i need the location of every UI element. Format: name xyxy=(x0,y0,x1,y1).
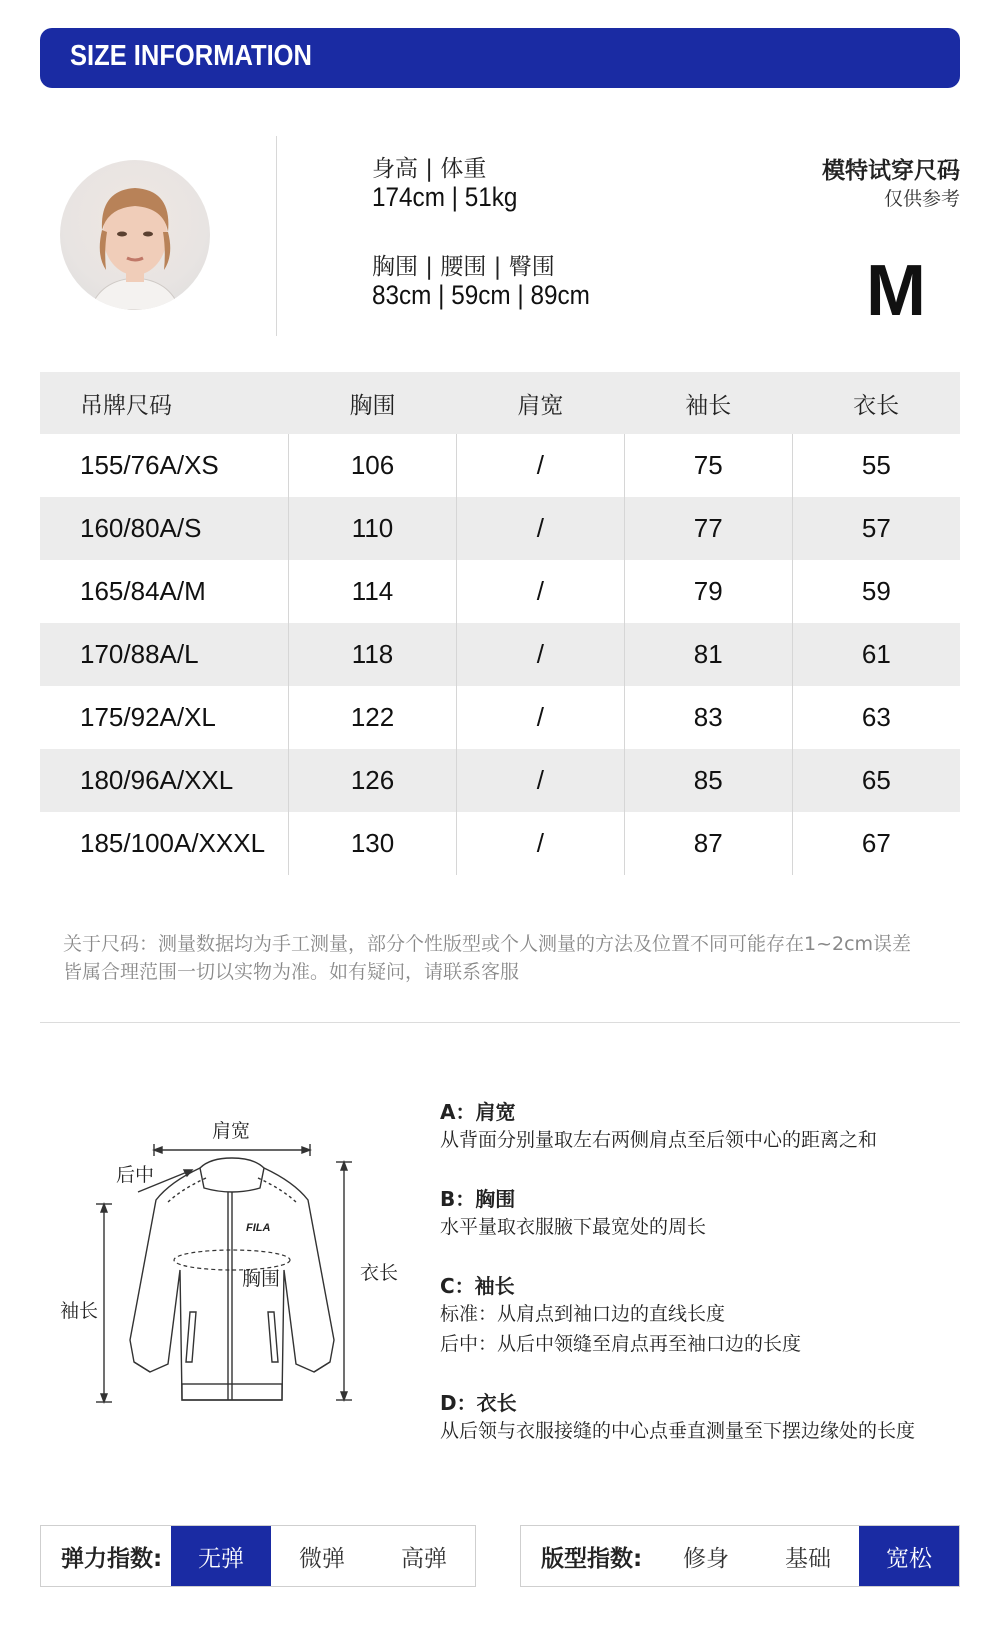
cell-length: 55 xyxy=(792,434,960,497)
size-note xyxy=(63,930,963,986)
cell-chest: 106 xyxy=(289,434,457,497)
table-row xyxy=(40,434,960,497)
vertical-divider xyxy=(276,136,277,336)
definition-title: C：袖长 xyxy=(440,1274,515,1298)
cell-shoulder: / xyxy=(456,434,624,497)
definition-title: D：衣长 xyxy=(440,1391,517,1415)
fit-index xyxy=(520,1525,960,1587)
cell-sleeve: 77 xyxy=(624,497,792,560)
cell-tag-size: 180/96A/XXL xyxy=(40,749,289,812)
cell-chest: 114 xyxy=(289,560,457,623)
model-fit-title: 模特试穿尺码 xyxy=(822,158,960,184)
definition-shoulder xyxy=(440,1096,960,1155)
header-length: 衣长 xyxy=(792,372,960,434)
cell-shoulder: / xyxy=(456,623,624,686)
cell-chest: 130 xyxy=(289,812,457,875)
model-fit-size: M xyxy=(866,251,926,331)
fit-option-regular[interactable]: 基础 xyxy=(785,1545,831,1572)
header-sleeve: 袖长 xyxy=(624,372,792,434)
definition-chest xyxy=(440,1183,960,1242)
note-line-1: 关于尺码：测量数据均为手工测量，部分个性版型或个人测量的方法及位置不同可能存在1~2cm误差 xyxy=(63,933,912,955)
cell-length: 61 xyxy=(792,623,960,686)
model-fit-subtitle: 仅供参考 xyxy=(883,188,960,210)
definition-text: 水平量取衣服腋下最宽处的周长 xyxy=(440,1216,707,1238)
definition-title: B：胸围 xyxy=(440,1187,516,1211)
table-row xyxy=(40,686,960,749)
table-row xyxy=(40,497,960,560)
diagram-label-sleeve: 袖长 xyxy=(60,1300,99,1322)
elasticity-label: 弹力指数: xyxy=(61,1545,163,1572)
definition-sleeve xyxy=(440,1270,960,1359)
header-chest: 胸围 xyxy=(289,372,457,434)
cell-chest: 110 xyxy=(289,497,457,560)
jacket-diagram xyxy=(50,1100,430,1430)
measurements-value: 83cm | 59cm | 89cm xyxy=(372,280,590,310)
table-row xyxy=(40,623,960,686)
cell-tag-size: 155/76A/XS xyxy=(80,450,219,480)
cell-length: 63 xyxy=(792,686,960,749)
cell-sleeve: 85 xyxy=(624,749,792,812)
measurement-definitions xyxy=(440,1096,960,1474)
size-table-header xyxy=(40,372,960,434)
diagram-label-back-center: 后中 xyxy=(116,1164,155,1186)
definition-text: 标准：从肩点到袖口边的直线长度 xyxy=(440,1303,726,1325)
definition-title: A：肩宽 xyxy=(440,1100,516,1124)
cell-tag-size: 165/84A/M xyxy=(80,576,206,606)
cell-shoulder: / xyxy=(456,686,624,749)
cell-tag-size: 170/88A/L xyxy=(40,623,289,686)
header-shoulder: 肩宽 xyxy=(456,372,624,434)
cell-length: 67 xyxy=(792,812,960,875)
definition-text: 后中：从后中领缝至肩点再至袖口边的长度 xyxy=(440,1333,802,1355)
height-weight-label: 身高 | 体重 xyxy=(372,156,487,182)
cell-sleeve: 81 xyxy=(624,623,792,686)
cell-tag-size: 175/92A/XL xyxy=(80,702,216,732)
cell-sleeve: 87 xyxy=(624,812,792,875)
cell-tag-size: 160/80A/S xyxy=(40,497,289,560)
cell-sleeve: 75 xyxy=(624,434,792,497)
elasticity-index xyxy=(40,1525,476,1587)
size-table xyxy=(40,372,960,875)
cell-chest: 118 xyxy=(289,623,457,686)
cell-shoulder: / xyxy=(456,749,624,812)
cell-tag-size: 185/100A/XXXL xyxy=(80,828,266,858)
elasticity-option-slight[interactable]: 微弹 xyxy=(299,1545,345,1572)
cell-chest: 126 xyxy=(289,749,457,812)
height-weight-value: 174cm | 51kg xyxy=(372,182,518,212)
diagram-label-length: 衣长 xyxy=(360,1262,399,1284)
elasticity-option-none[interactable]: 无弹 xyxy=(171,1526,271,1586)
model-portrait-icon xyxy=(60,160,210,310)
header-banner xyxy=(40,28,960,88)
table-row xyxy=(40,560,960,623)
fit-option-slim[interactable]: 修身 xyxy=(683,1545,729,1572)
definition-text: 从后领与衣服接缝的中心点垂直测量至下摆边缘处的长度 xyxy=(440,1420,916,1442)
diagram-label-chest: 胸围 xyxy=(242,1268,281,1290)
cell-sleeve: 79 xyxy=(624,560,792,623)
measurements-label: 胸围 | 腰围 | 臀围 xyxy=(372,254,555,280)
note-line-2: 皆属合理范围一切以实物为准。如有疑问，请联系客服 xyxy=(63,961,520,983)
diagram-label-shoulder: 肩宽 xyxy=(212,1120,251,1142)
table-row xyxy=(40,749,960,812)
cell-shoulder: / xyxy=(456,560,624,623)
model-avatar xyxy=(60,160,210,310)
cell-sleeve: 83 xyxy=(624,686,792,749)
elasticity-option-high[interactable]: 高弹 xyxy=(401,1545,447,1572)
cell-chest: 122 xyxy=(289,686,457,749)
definition-text: 从背面分别量取左右两侧肩点至后领中心的距离之和 xyxy=(440,1129,878,1151)
header-tag-size: 吊牌尺码 xyxy=(40,372,289,434)
banner-title: SIZE INFORMATION xyxy=(70,40,312,72)
definition-length xyxy=(440,1387,960,1446)
fit-label: 版型指数: xyxy=(541,1545,643,1572)
fit-option-loose[interactable]: 宽松 xyxy=(859,1526,959,1586)
cell-shoulder: / xyxy=(456,812,624,875)
cell-length: 57 xyxy=(792,497,960,560)
table-row xyxy=(40,812,960,875)
cell-shoulder: / xyxy=(456,497,624,560)
cell-length: 65 xyxy=(792,749,960,812)
section-divider xyxy=(40,1022,960,1023)
diagram-brand-logo: FILA xyxy=(246,1222,271,1234)
cell-length: 59 xyxy=(792,560,960,623)
